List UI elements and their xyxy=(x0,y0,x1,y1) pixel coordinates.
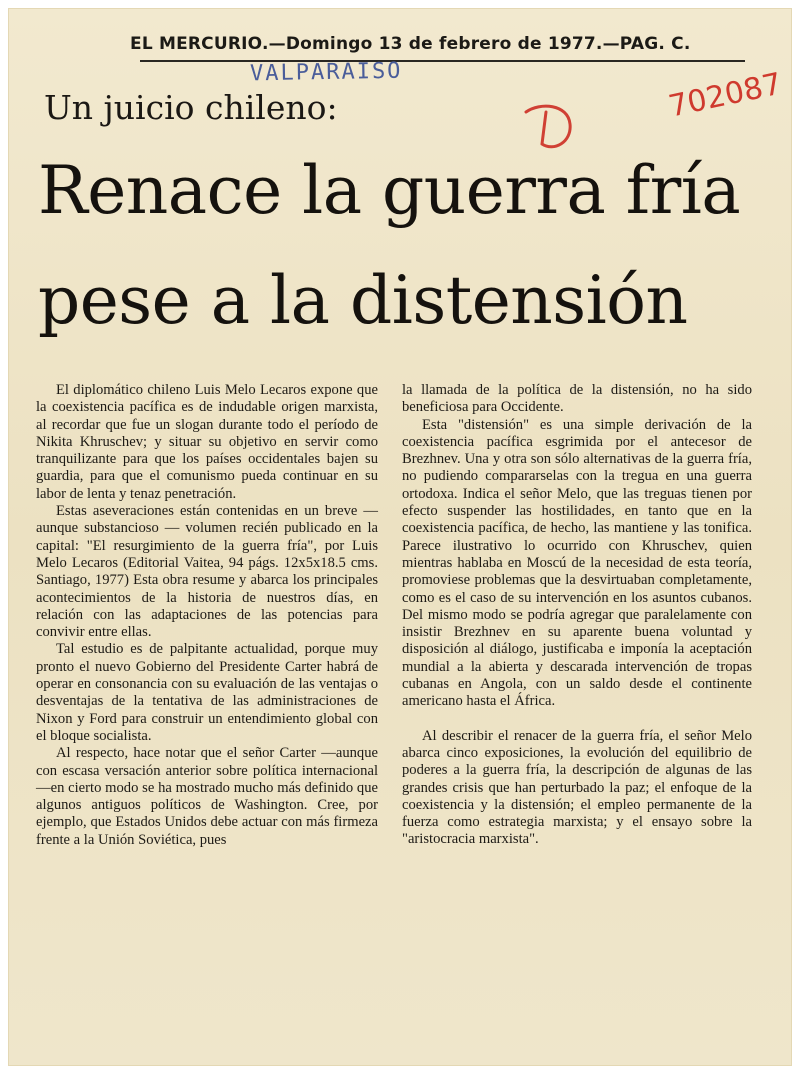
paragraph: la llamada de la política de la distensión, no ha sido beneficiosa para Occidente. xyxy=(402,382,752,416)
paragraph: Esta "distensión" es una simple derivación de la coexistencia pacífica esgrimida por el antecesor de Brezhnev. Una y otra son sólo alternativas de la guerra fría, no pudiendo compararselas con la tregua en una guerra ortodoxa. Indica el señor Melo, que las treguas tienen por efecto suspender las hostilidades, en tanto que en la coexistencia pacífica, de hecho, las mantiene y las tonifica. Parece ilustrativo lo ocurrido con Khruschev, quien mientras hablaba en Moscú de la necesidad de esta teoría, promoviese problemas que la desvirtuaban completamente, como es el caso de su intervención en los asuntos cubanos. Del mismo modo se podría agregar que paralelamente con insistir Brezhnev en su aparente buena voluntad y disposición al diálogo, justificaba e imponía la aceptación mundial a la abierta y descarada intervención de tropas cubanas en Angola, con un saldo desde el continente americano hasta el África. xyxy=(402,416,752,710)
article-kicker: Un juicio chileno: xyxy=(44,88,338,127)
headline-line-1: Renace la guerra fría xyxy=(38,152,741,229)
paragraph: Estas aseveraciones están contenidas en un breve —aunque substancioso — volumen recién publicado en la capital: "El resurgimiento de la guerra fría", por Luis Melo Lecaros (Editorial Vaitea, 94 págs. 12x5x18.5 cms. Santiago, 1977) Esta obra resume y abarca los principales acontecimientos de la historia de nuestros días, en relación con las adaptaciones de las potencias para convivir entre ellas. xyxy=(36,503,378,641)
paragraph: Al describir el renacer de la guerra fría, el señor Melo abarca cinco exposiciones, la evolución del equilibrio de poderes a la guerra fría, la descripción de algunas de las grandes crisis que han perturbado la paz; el enfoque de la coexistencia y la distensión; el empleo permanente de la fuerza como estrategia marxista; y el ensayo sobre la "aristocracia marxista". xyxy=(402,727,752,848)
headline-line-2: pese a la distensión xyxy=(38,262,688,339)
article-column-left xyxy=(36,382,378,849)
article-column-right xyxy=(402,382,752,849)
red-pen-mark xyxy=(520,100,580,155)
masthead-rule xyxy=(140,60,745,62)
handwritten-city: VALPARAISO xyxy=(249,58,403,87)
paragraph: Al respecto, hace notar que el señor Carter —aunque con escasa versación anterior sobre política internacional —en cierto modo se ha mostrado mucho más definido que algunos antiguos políticos de Washington. Cree, por ejemplo, que Estados Unidos debe actuar con más firmeza frente a la Unión Soviética, pues xyxy=(36,745,378,848)
masthead: EL MERCURIO.—Domingo 13 de febrero de 1977.—PAG. C. xyxy=(130,34,691,54)
handwritten-code: 702087 xyxy=(665,66,785,125)
paragraph: Tal estudio es de palpitante actualidad, porque muy pronto el nuevo Gobierno del Presidente Carter habrá de operar en consonancia con su evaluación de las ventajas o desventajas de la tentativa de las administraciones de Nixon y Ford para construir un entendimiento global con el bloque socialista. xyxy=(36,641,378,744)
paragraph: El diplomático chileno Luis Melo Lecaros expone que la coexistencia pacífica es de indudable origen marxista, al recordar que fue un slogan durante todo el período de Nikita Khruschev; y situar su objetivo en servir como tranquilizante para que los países occidentales bajen su guardia, para que el comunismo pueda continuar en su labor de lenta y tenaz penetración. xyxy=(36,382,378,502)
